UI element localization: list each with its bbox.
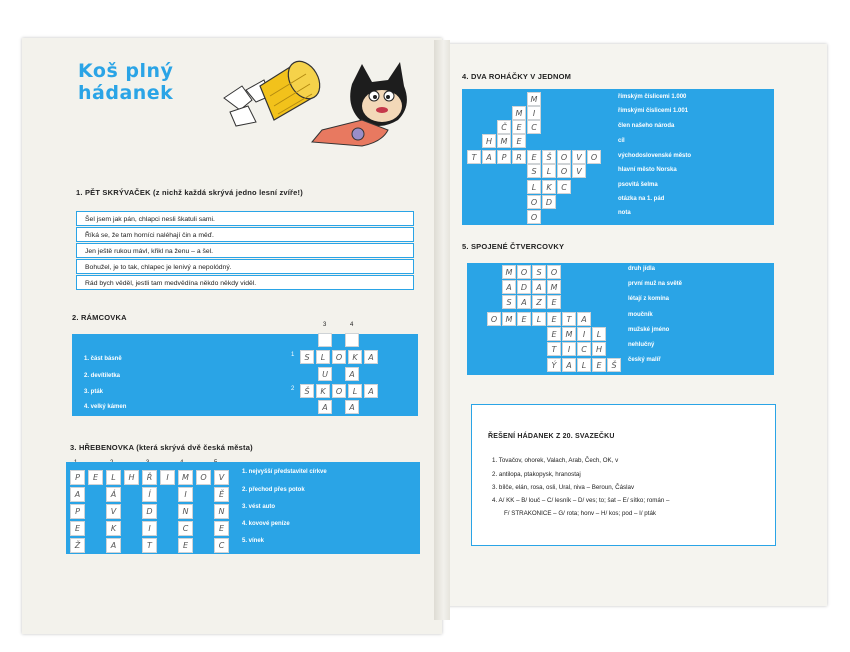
grid-cell: V [106, 504, 121, 519]
grid-cell: T [547, 342, 561, 356]
grid-cell: V [572, 164, 586, 178]
clue: 3. pták [84, 389, 104, 395]
grid-cell: M [497, 134, 511, 148]
solution-line: 4. A/ KK – B/ louč – C/ lesník – D/ ves; to; šat – E/ sítko; román – [492, 497, 670, 504]
clue: první muž na světě [628, 281, 683, 287]
grid-cell: A [106, 538, 121, 553]
cat-icon [312, 62, 407, 146]
grid-cell: A [364, 350, 378, 364]
grid-cell: I [527, 106, 541, 120]
grid-cell: A [70, 487, 85, 502]
riddle-row: Jen ještě rukou mávl, křikl na ženu – a šel. [76, 243, 414, 258]
grid-cell: Ě [214, 487, 229, 502]
grid-cell: V [572, 150, 586, 164]
grid-cell: O [557, 164, 571, 178]
clue: římským číslicemi 1.000 [618, 94, 687, 100]
riddle-row: Rád bych věděl, jestli tam medvědína někdo někdy viděl. [76, 275, 414, 290]
grid-cell: S [527, 164, 541, 178]
grid-cell: O [517, 265, 531, 279]
grid-cell: I [160, 470, 175, 485]
grid-cell: Í [142, 487, 157, 502]
clue: mužské jméno [628, 327, 670, 333]
grid-cell: E [547, 295, 561, 309]
grid-cell: K [316, 384, 330, 398]
section1-heading: 1. PĚT SKRÝVAČEK (z nichž každá skrývá jedno lesní zvíře!) [76, 188, 303, 197]
section4-heading: 4. DVA ROHÁČKY V JEDNOM [462, 72, 572, 81]
grid-cell: A [532, 280, 546, 294]
grid-cell [318, 333, 332, 347]
grid-cell: O [587, 150, 601, 164]
clue: cíl [618, 138, 625, 144]
grid-cell: H [482, 134, 496, 148]
grid-cell: L [592, 327, 606, 341]
column-number: 3 [323, 322, 327, 328]
grid-cell: O [547, 265, 561, 279]
clue: 3. vést auto [242, 504, 276, 510]
section3-heading: 3. HŘEBENOVKA (která skrývá dvě česká města) [70, 443, 253, 452]
grid-cell: Š [300, 384, 314, 398]
grid-cell: L [532, 312, 546, 326]
grid-cell: L [106, 470, 121, 485]
grid-cell: E [512, 134, 526, 148]
grid-cell: H [592, 342, 606, 356]
grid-cell: Š [542, 150, 556, 164]
grid-cell: T [467, 150, 481, 164]
grid-cell: S [502, 295, 516, 309]
grid-cell: H [124, 470, 139, 485]
grid-cell: C [577, 342, 591, 356]
clue: 1. nejvyšší představitel církve [242, 469, 327, 475]
clue: psovitá šelma [618, 182, 658, 188]
grid-cell: C [557, 180, 571, 194]
riddle-row: Šel jsem jak pán, chlapci nesli škatuli sami. [76, 211, 414, 226]
clue: nota [618, 210, 631, 216]
grid-cell: A [345, 367, 359, 381]
grid-cell: O [196, 470, 211, 485]
grid-cell: M [178, 470, 193, 485]
grid-cell: M [562, 327, 576, 341]
grid-cell: D [142, 504, 157, 519]
clue: člen našeho národa [618, 123, 675, 129]
section5-heading: 5. SPOJENÉ ČTVERCOVKY [462, 242, 565, 251]
clue: otázka na 1. pád [618, 196, 665, 202]
grid-cell: E [527, 150, 541, 164]
solution-line: 3. bílče, elán, rosa, osli, Ural, niva – Beroun, Čáslav [492, 484, 635, 491]
clue: 4. kovové peníze [242, 521, 290, 527]
grid-cell: L [542, 164, 556, 178]
grid-cell: L [316, 350, 330, 364]
grid-cell: O [332, 350, 346, 364]
grid-cell: M [527, 92, 541, 106]
grid-cell: A [502, 280, 516, 294]
grid-cell: I [577, 327, 591, 341]
basket-icon [260, 56, 326, 120]
clue: nehlučný [628, 342, 655, 348]
section2-heading: 2. RÁMCOVKA [72, 313, 127, 322]
clue: východoslovenské město [618, 153, 692, 159]
grid-cell: C [178, 521, 193, 536]
grid-cell: Ř [142, 470, 157, 485]
grid-cell: O [487, 312, 501, 326]
riddle-row: Bohužel, je to tak, chlapec je lenivý a nepolódný. [76, 259, 414, 274]
column-number: 4 [350, 322, 354, 328]
grid-cell: V [214, 470, 229, 485]
grid-cell: O [332, 384, 346, 398]
clue: 2. přechod přes potok [242, 487, 305, 493]
grid-cell: T [562, 312, 576, 326]
grid-cell: Z [532, 295, 546, 309]
grid-cell: A [345, 400, 359, 414]
grid-cell: C [214, 538, 229, 553]
grid-cell: P [497, 150, 511, 164]
clue: 5. vínek [242, 538, 265, 544]
grid-cell: A [364, 384, 378, 398]
grid-cell: N [178, 504, 193, 519]
grid-cell: K [542, 180, 556, 194]
grid-cell: E [178, 538, 193, 553]
grid-cell: A [517, 295, 531, 309]
grid-cell: M [502, 312, 516, 326]
grid-cell: D [542, 195, 556, 209]
solution-line: F/ STRAKONICE – G/ rota; honv – H/ kos; pod – I/ pták [504, 510, 656, 517]
book-spine [434, 40, 450, 620]
grid-cell: M [547, 280, 561, 294]
grid-cell: S [300, 350, 314, 364]
grid-cell: K [106, 521, 121, 536]
grid-cell: E [547, 327, 561, 341]
clue: hlavní město Norska [618, 167, 677, 173]
solutions-heading: ŘEŠENÍ HÁDANEK Z 20. SVAZEČKU [488, 433, 615, 440]
cat-with-basket-illustration [212, 50, 434, 160]
grid-cell: U [318, 367, 332, 381]
grid-cell: A [577, 312, 591, 326]
grid-cell: P [70, 504, 85, 519]
grid-cell: D [517, 280, 531, 294]
grid-cell: K [348, 350, 362, 364]
grid-cell: I [142, 521, 157, 536]
grid-cell: N [214, 504, 229, 519]
solution-line: 2. antilopa, ptakopysk, hranostaj [492, 471, 581, 478]
clue: druh jídla [628, 266, 655, 272]
grid-cell: E [547, 312, 561, 326]
clue: římskými číslicemi 1.001 [618, 108, 689, 114]
row-number: 1 [291, 352, 295, 358]
grid-cell: C [527, 120, 541, 134]
clue: moučník [628, 312, 653, 318]
grid-cell: O [557, 150, 571, 164]
grid-cell: A [318, 400, 332, 414]
grid-cell: S [532, 265, 546, 279]
grid-cell: E [214, 521, 229, 536]
grid-cell: E [88, 470, 103, 485]
grid-cell: T [142, 538, 157, 553]
page-title: Koš plný hádanek [78, 60, 174, 104]
grid-cell: E [592, 358, 606, 372]
grid-cell: L [527, 180, 541, 194]
grid-cell: R [512, 150, 526, 164]
clue: český malíř [628, 357, 661, 363]
clue: 1. část básně [84, 356, 122, 362]
grid-cell: M [502, 265, 516, 279]
clue: 2. devítiletka [84, 373, 121, 379]
grid-cell: O [527, 210, 541, 224]
grid-cell: M [512, 106, 526, 120]
grid-cell: L [348, 384, 362, 398]
grid-cell: E [512, 120, 526, 134]
grid-cell: E [70, 521, 85, 536]
grid-cell: I [562, 342, 576, 356]
solution-line: 1. Tovačov, ohorek, Valach, Arab, Čech, OK, v [492, 457, 619, 464]
row-number: 2 [291, 386, 295, 392]
grid-cell: Ý [547, 358, 561, 372]
grid-cell: E [517, 312, 531, 326]
grid-cell: Á [106, 487, 121, 502]
grid-cell: P [70, 470, 85, 485]
clue: 4. velký kámen [84, 404, 127, 410]
grid-cell: Š [607, 358, 621, 372]
grid-cell: O [527, 195, 541, 209]
riddle-row: Říká se, že tam horníci naléhají čin a měď. [76, 227, 414, 242]
grid-cell: Č [497, 120, 511, 134]
clue: létají z komína [628, 296, 670, 302]
grid-cell: A [482, 150, 496, 164]
grid-cell: Ž [70, 538, 85, 553]
grid-cell: A [562, 358, 576, 372]
grid-cell [345, 333, 359, 347]
grid-cell: I [178, 487, 193, 502]
grid-cell: L [577, 358, 591, 372]
